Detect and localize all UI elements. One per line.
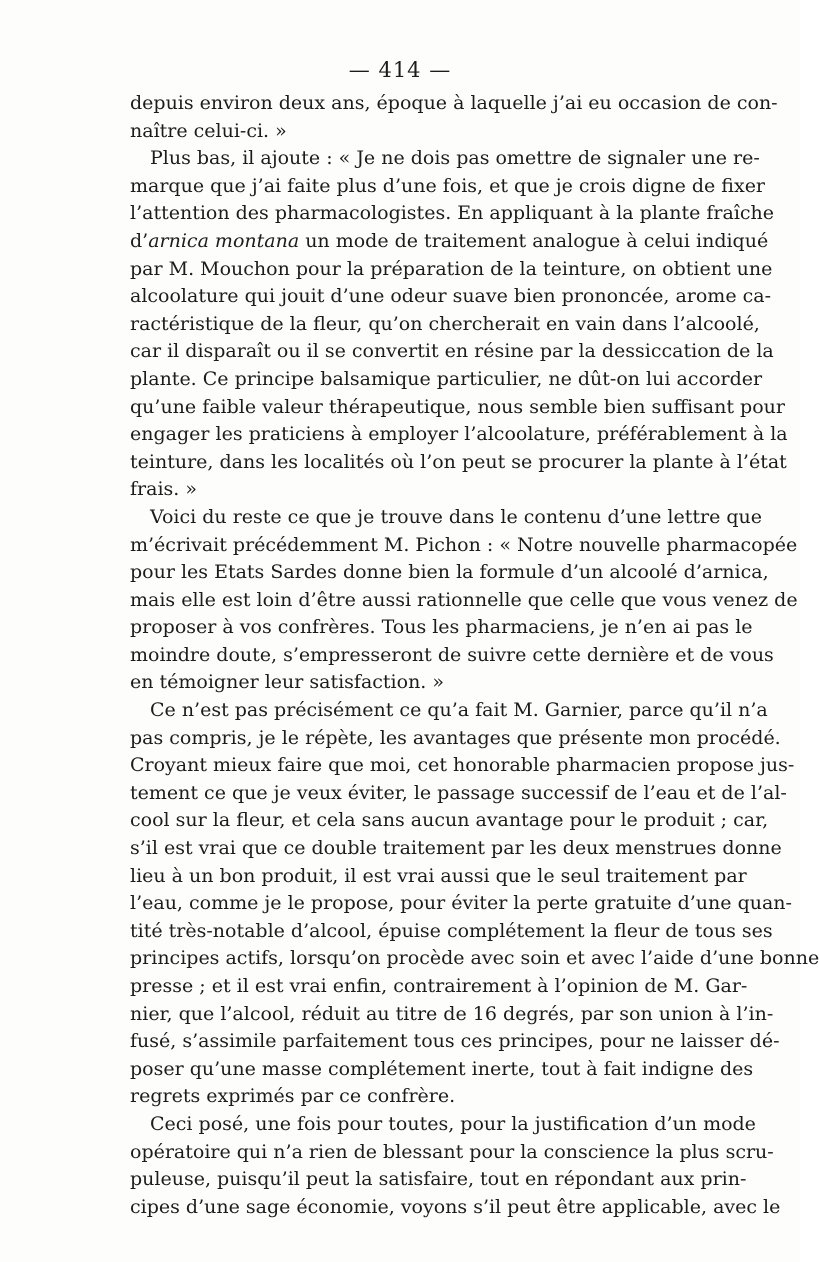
text-line: engager les praticiens à employer l’alcoolature, préférablement à la bbox=[130, 423, 788, 446]
text-line: m’écrivait précédemment M. Pichon : « Notre nouvelle pharmacopée bbox=[130, 533, 798, 556]
text-line: pas compris, je le répète, les avantages que présente mon procédé. bbox=[130, 726, 781, 749]
text-line: Plus bas, il ajoute : « Je ne dois pas omettre de signaler une re- bbox=[150, 147, 760, 170]
text-line: s’il est vrai que ce double traitement par les deux menstrues donne bbox=[130, 837, 782, 860]
text-line: principes actifs, lorsqu’on procède avec soin et avec l’aide d’une bonne bbox=[130, 947, 819, 970]
text-line: depuis environ deux ans, époque à laquelle j’ai eu occasion de con- bbox=[130, 92, 778, 114]
text-line: cool sur la fleur, et cela sans aucun avantage pour le produit ; car, bbox=[130, 809, 769, 832]
text-line: opératoire qui n’a rien de blessant pour la conscience la plus scru- bbox=[130, 1140, 774, 1163]
text-line bbox=[130, 228, 769, 256]
text-line: Ceci posé, une fois pour toutes, pour la justification d’un mode bbox=[150, 1112, 756, 1135]
text-line: fusé, s’assimile parfaitement tous ces principes, pour ne laisser dé- bbox=[130, 1030, 780, 1053]
text-line: tement ce que je veux éviter, le passage successif de l’eau et de l’al- bbox=[130, 781, 787, 804]
text-line: alcoolature qui jouit d’une odeur suave bien prononcée, arome ca- bbox=[130, 285, 771, 308]
text-line: lieu à un bon produit, il est vrai aussi que le seul traitement par bbox=[130, 864, 747, 887]
text-line: nier, que l’alcool, réduit au titre de 16 degrés, par son union à l’in- bbox=[130, 1002, 774, 1025]
text-line: en témoigner leur satisfaction. » bbox=[130, 671, 445, 694]
text-line: l’eau, comme je le propose, pour éviter la perte gratuite d’une quan- bbox=[130, 892, 792, 915]
text-line: pour les Etats Sardes donne bien la formule d’un alcoolé d’arnica, bbox=[130, 561, 769, 584]
text-line: puleuse, puisqu’il peut la satisfaire, tout en répondant aux prin- bbox=[130, 1168, 747, 1191]
text-line: Croyant mieux faire que moi, cet honorable pharmacien propose jus- bbox=[130, 754, 795, 777]
text-line: par M. Mouchon pour la préparation de la teinture, on obtient une bbox=[130, 257, 773, 280]
text-line: presse ; et il est vrai enfin, contrairement à l’opinion de M. Gar- bbox=[130, 975, 748, 997]
text-line: naître celui-ci. » bbox=[130, 119, 287, 142]
text-line: car il disparaît ou il se convertit en résine par la dessiccation de la bbox=[130, 340, 774, 363]
text-line: proposer à vos confrères. Tous les pharmaciens, je n’en ai pas le bbox=[130, 616, 753, 639]
text-line: frais. » bbox=[130, 478, 197, 501]
text-line: marque que j’ai faite plus d’une fois, et que je crois digne de fixer bbox=[130, 174, 766, 197]
text-line: teinture, dans les localités où l’on peut se procurer la plante à l’état bbox=[130, 450, 787, 473]
text-line: poser qu’une masse complétement inerte, tout à fait indigne des bbox=[130, 1057, 754, 1080]
text-line: cipes d’une sage économie, voyons s’il peut être applicable, avec le bbox=[130, 1195, 781, 1218]
text-line: Ce n’est pas précisément ce qu’a fait M. Garnier, parce qu’il n’a bbox=[150, 699, 768, 722]
text-line: moindre doute, s’empresseront de suivre cette dernière et de vous bbox=[130, 643, 774, 666]
body-text bbox=[130, 90, 819, 1221]
text-line: mais elle est loin d’être aussi rationnelle que celle que vous venez de bbox=[130, 588, 798, 611]
text-segment: un mode de traitement analogue à celui indiqué bbox=[299, 229, 769, 252]
text-line: ractéristique de la fleur, qu’on chercherait en vain dans l’alcoolé, bbox=[130, 312, 760, 335]
text-segment: d’ bbox=[130, 229, 149, 252]
text-line: qu’une faible valeur thérapeutique, nous semble bien suffisant pour bbox=[130, 395, 785, 418]
text-line: l’attention des pharmacologistes. En appliquant à la plante fraîche bbox=[130, 202, 775, 225]
text-line: tité très-notable d’alcool, épuise complétement la fleur de tous ses bbox=[130, 919, 773, 942]
text-line: regrets exprimés par ce confrère. bbox=[130, 1085, 456, 1108]
text-line: plante. Ce principe balsamique particulier, ne dût-on lui accorder bbox=[130, 367, 763, 390]
page-number: — 414 — bbox=[348, 58, 452, 82]
text-line: Voici du reste ce que je trouve dans le contenu d’une lettre que bbox=[150, 505, 763, 528]
italic-term: arnica montana bbox=[148, 229, 300, 252]
